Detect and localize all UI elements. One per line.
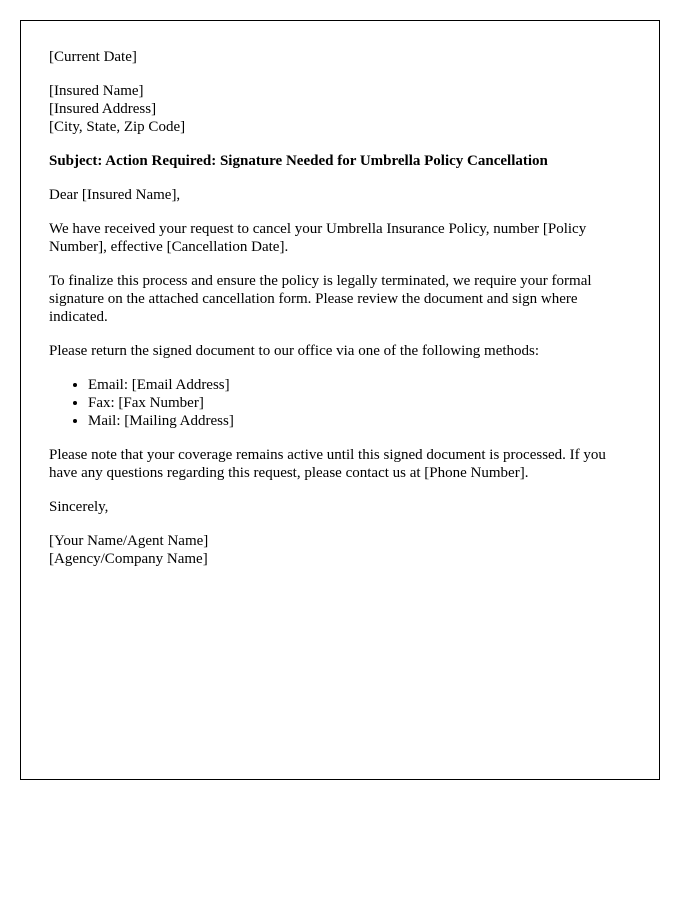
letter-date: [Current Date] bbox=[49, 49, 137, 65]
paragraph-request-received: We have received your request to cancel your Umbrella Insurance Policy, number [Policy Number], effective [Cancellation Date]. bbox=[49, 221, 587, 255]
signature-company: [Agency/Company Name] bbox=[49, 551, 208, 567]
paragraph-return-methods: Please return the signed document to our office via one of the following methods: bbox=[49, 343, 540, 359]
method-email: • Email: [Email Address] bbox=[88, 376, 631, 394]
paragraph-closing-note: Please note that your coverage remains active until this signed document is processed. If you have any questions regarding this request, please contact us at [Phone Number]. bbox=[49, 447, 606, 481]
signature-block bbox=[49, 532, 631, 568]
return-methods-list bbox=[49, 376, 631, 430]
recipient-address: [Insured Address] bbox=[49, 101, 157, 117]
paragraph-signature-required: To finalize this process and ensure the policy is legally terminated, we require your formal signature on the attached cancellation form. Please review the document and sign where indicated. bbox=[49, 273, 592, 325]
recipient-city-state-zip: [City, State, Zip Code] bbox=[49, 119, 186, 135]
letter-subject: Subject: Action Required: Signature Needed for Umbrella Policy Cancellation bbox=[49, 153, 548, 169]
letter-salutation: Dear [Insured Name], bbox=[49, 187, 181, 203]
method-fax: • Fax: [Fax Number] bbox=[88, 394, 631, 412]
letter-sign-off: Sincerely, bbox=[49, 499, 109, 515]
recipient-name: [Insured Name] bbox=[49, 83, 144, 99]
recipient-address-block bbox=[49, 82, 631, 136]
letter-document bbox=[20, 20, 660, 780]
method-mail: • Mail: [Mailing Address] bbox=[88, 412, 631, 430]
signature-name: [Your Name/Agent Name] bbox=[49, 533, 209, 549]
